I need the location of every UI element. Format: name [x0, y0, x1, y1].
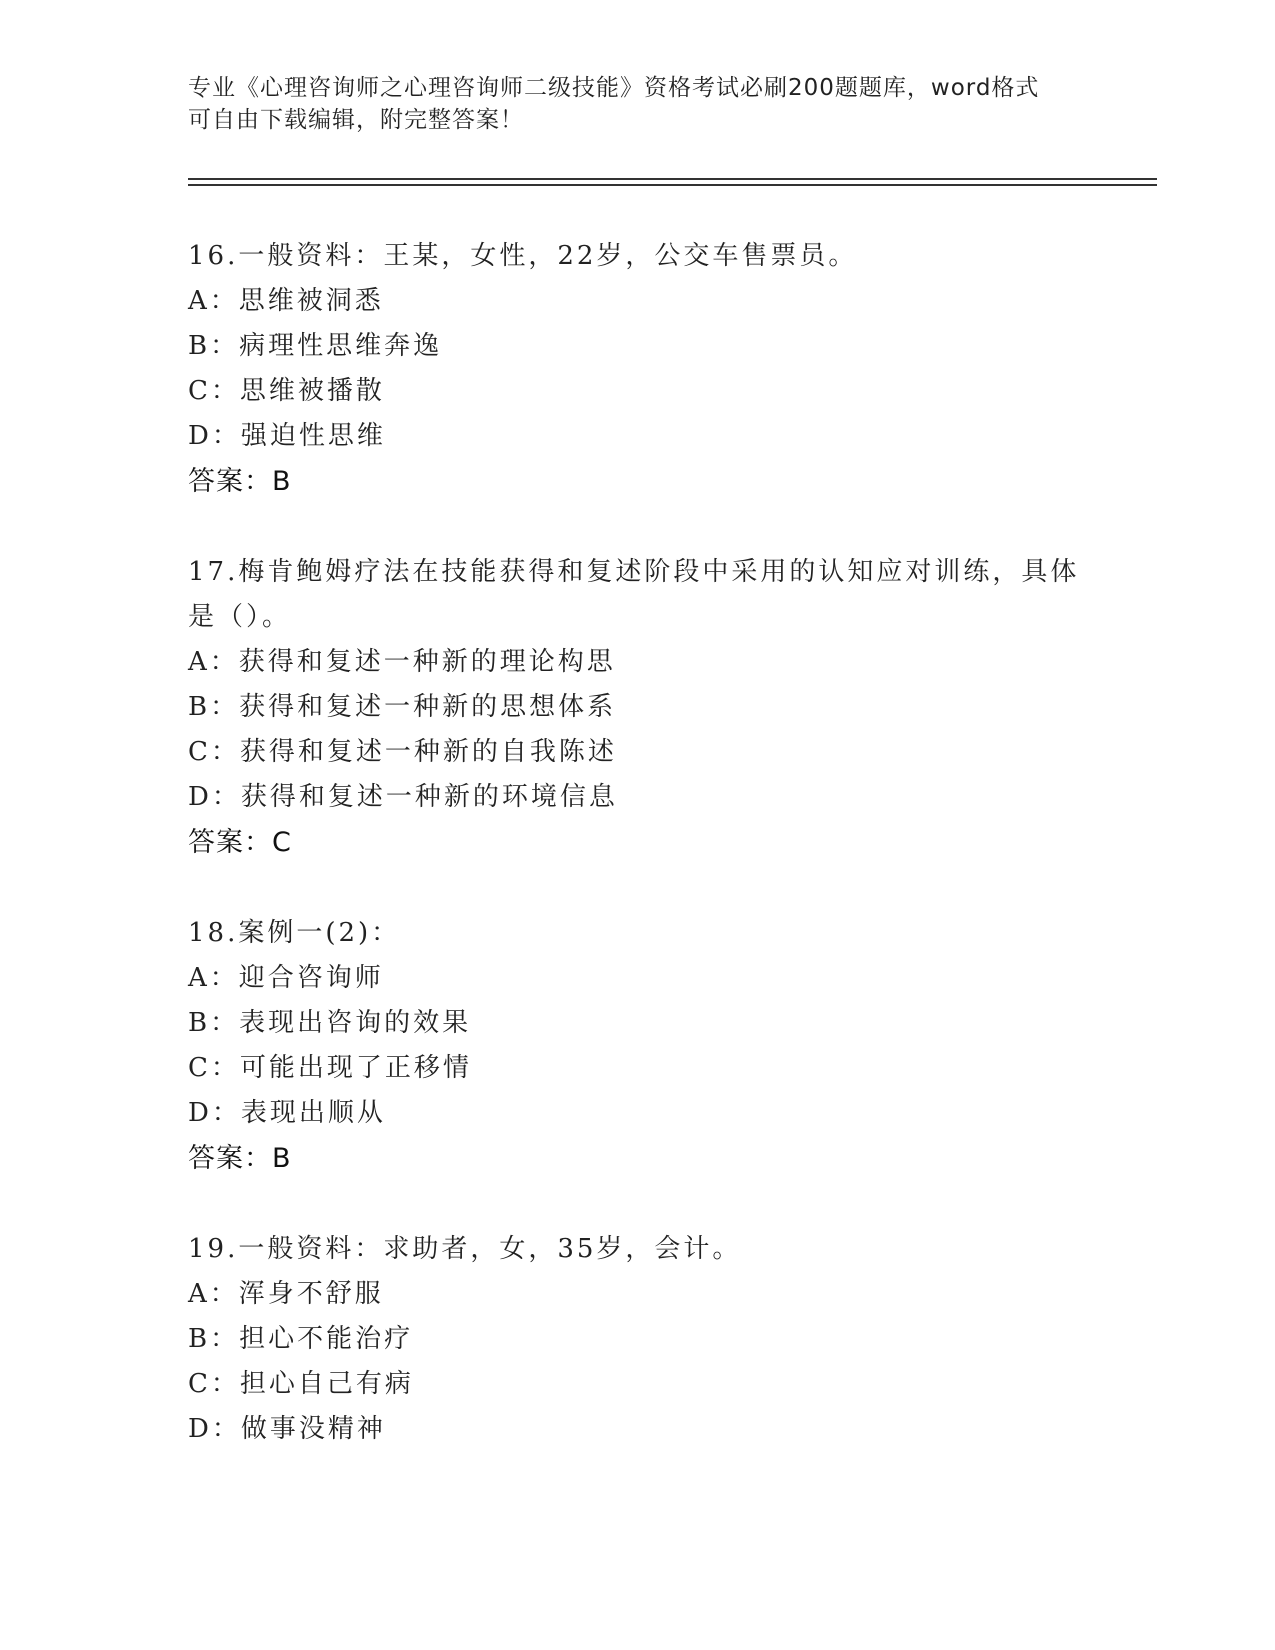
header-line-2: 可自由下载编辑，附完整答案！: [188, 107, 524, 133]
header-line-1: 专业《心理咨询师之心理咨询师二级技能》资格考试必刷200题题库，word格式: [188, 75, 1040, 101]
option-a: A：迎合咨询师: [188, 963, 384, 993]
option-d: D：强迫性思维: [188, 421, 386, 451]
question-stem: 18.案例一(2)：: [188, 918, 401, 948]
document-header: [188, 72, 1088, 136]
option-c: C：担心自己有病: [188, 1369, 414, 1399]
option-c: C：获得和复述一种新的自我陈述: [188, 737, 617, 767]
option-d: D：做事没精神: [188, 1414, 386, 1444]
question-16: [188, 234, 1088, 504]
option-b: B：担心不能治疗: [188, 1324, 414, 1354]
option-b: B：获得和复述一种新的思想体系: [188, 692, 617, 722]
answer-line: 答案：C: [188, 827, 292, 858]
question-stem: 16.一般资料：王某，女性，22岁，公交车售票员。: [188, 241, 858, 271]
question-list: [188, 234, 1088, 1498]
option-b: B：病理性思维奔逸: [188, 331, 443, 361]
answer-line: 答案：B: [188, 1143, 292, 1174]
option-a: A：思维被洞悉: [188, 286, 384, 316]
option-a: A：获得和复述一种新的理论构思: [188, 647, 616, 677]
option-c: C：可能出现了正移情: [188, 1053, 472, 1083]
option-d: D：表现出顺从: [188, 1098, 386, 1128]
question-17: [188, 550, 1088, 865]
question-stem: 17.梅肯鲍姆疗法在技能获得和复述阶段中采用的认知应对训练，具体是（）。: [188, 557, 1080, 632]
question-stem: 19.一般资料：求助者，女，35岁，会计。: [188, 1234, 742, 1264]
header-divider-bottom: [188, 184, 1157, 186]
question-18: [188, 911, 1088, 1181]
option-d: D：获得和复述一种新的环境信息: [188, 782, 618, 812]
option-b: B：表现出咨询的效果: [188, 1008, 472, 1038]
option-c: C：思维被播散: [188, 376, 385, 406]
option-a: A：浑身不舒服: [188, 1279, 384, 1309]
header-divider-top: [188, 178, 1157, 180]
answer-line: 答案：B: [188, 466, 292, 497]
question-19: [188, 1227, 1088, 1452]
